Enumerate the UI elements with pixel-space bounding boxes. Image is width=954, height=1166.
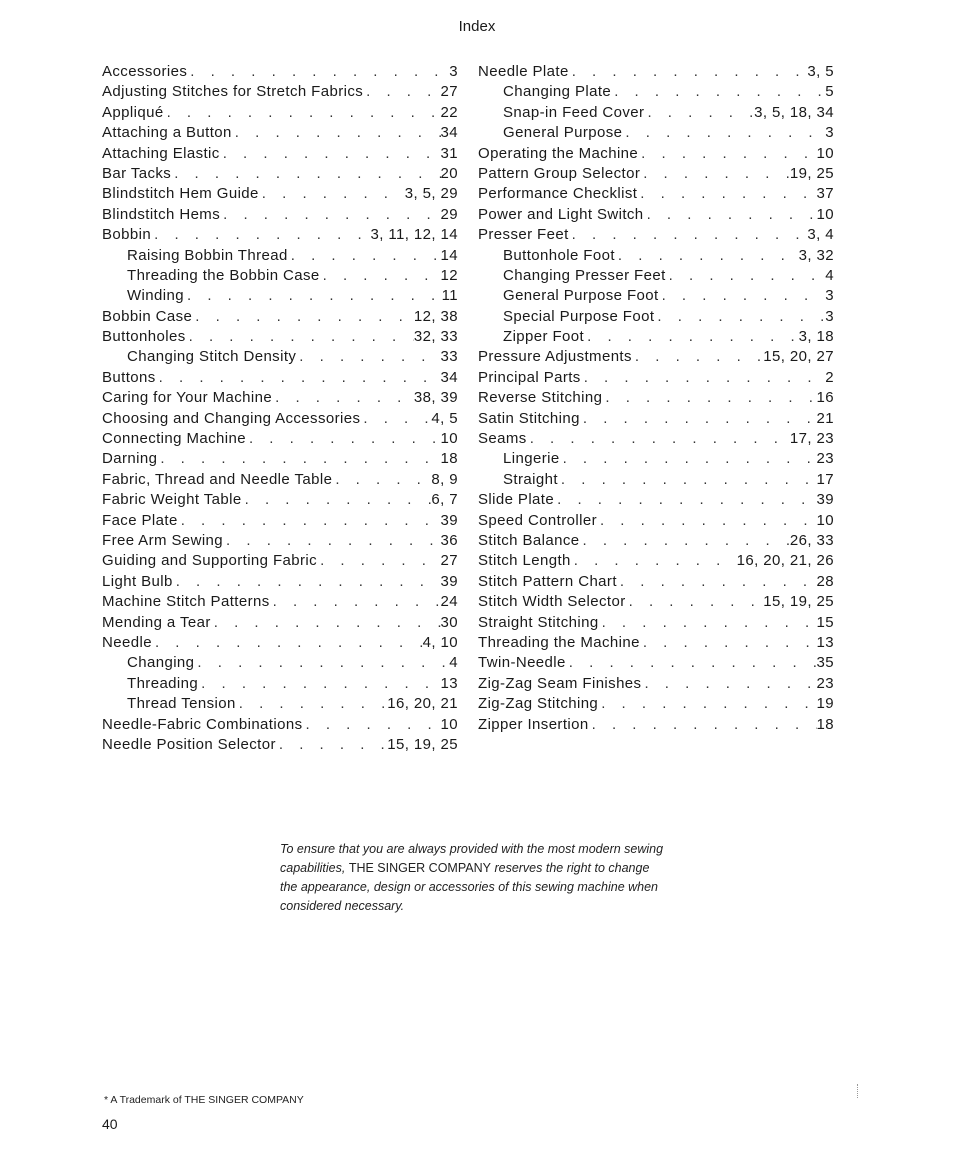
index-entry xyxy=(478,715,834,735)
index-term: Buttonholes xyxy=(102,328,186,346)
dot-leader xyxy=(602,388,816,408)
index-pages: 20 xyxy=(440,164,458,182)
index-term: General Purpose xyxy=(503,124,623,142)
index-term: Winding xyxy=(127,287,184,305)
index-entry xyxy=(102,490,458,510)
index-pages: 10 xyxy=(816,144,834,162)
index-subentry xyxy=(478,307,834,327)
index-entry xyxy=(102,225,458,245)
index-entry xyxy=(102,592,458,612)
index-pages: 19, 25 xyxy=(789,164,834,182)
index-entry xyxy=(478,409,834,429)
dot-leader xyxy=(558,470,817,490)
dot-leader xyxy=(178,511,441,531)
index-subentry xyxy=(478,327,834,347)
index-column-left xyxy=(102,62,458,755)
dot-leader xyxy=(566,653,817,673)
index-entry xyxy=(478,551,834,571)
index-pages: 26, 33 xyxy=(789,531,834,549)
index-term: Guiding and Supporting Fabric xyxy=(102,552,318,570)
index-term: Threading the Bobbin Case xyxy=(127,266,320,284)
index-entry xyxy=(478,144,834,164)
index-entry xyxy=(102,144,458,164)
index-pages: 10 xyxy=(816,205,834,223)
index-entry xyxy=(478,592,834,612)
index-term: Speed Controller xyxy=(478,511,597,529)
index-pages: 27 xyxy=(440,552,458,570)
index-term: Changing Stitch Density xyxy=(127,348,297,366)
index-pages: 21 xyxy=(816,409,834,427)
index-pages: 2 xyxy=(825,368,834,386)
index-entry xyxy=(102,184,458,204)
index-pages: 17, 23 xyxy=(789,430,834,448)
dot-leader xyxy=(569,225,808,245)
index-pages: 36 xyxy=(440,531,458,549)
index-term: Changing Presser Feet xyxy=(503,266,666,284)
index-pages: 3, 32 xyxy=(798,246,834,264)
index-subentry xyxy=(102,653,458,673)
index-term: Reverse Stitching xyxy=(478,389,603,407)
dot-leader xyxy=(598,694,816,714)
index-term: Snap-in Feed Cover xyxy=(503,103,645,121)
index-term: Satin Stitching xyxy=(478,409,580,427)
index-entry xyxy=(102,409,458,429)
index-subentry xyxy=(102,286,458,306)
index-subentry xyxy=(102,347,458,367)
index-term: Needle-Fabric Combinations xyxy=(102,715,303,733)
index-term: Darning xyxy=(102,450,158,468)
index-entry xyxy=(478,633,834,653)
index-subentry xyxy=(478,82,834,102)
dot-leader xyxy=(186,327,414,347)
dot-leader xyxy=(632,347,763,367)
notice-text-1: To ensure that you are always provided with the most modern sewing capabilities, xyxy=(280,842,664,875)
index-term: Accessories xyxy=(102,63,188,80)
index-term: Connecting Machine xyxy=(102,430,246,448)
notice-company: THE SINGER COMPANY xyxy=(348,861,491,875)
index-subentry xyxy=(478,123,834,143)
index-pages: 16, 20, 21, 26 xyxy=(736,552,834,570)
index-pages: 31 xyxy=(440,144,458,162)
index-entry xyxy=(102,205,458,225)
index-term: Seams xyxy=(478,430,527,448)
index-entry xyxy=(102,470,458,490)
index-entry xyxy=(102,715,458,735)
index-pages: 39 xyxy=(440,572,458,590)
dot-leader xyxy=(659,286,826,306)
index-term: Needle xyxy=(102,633,152,651)
index-entry xyxy=(478,368,834,388)
index-pages: 3, 11, 12, 14 xyxy=(370,226,458,244)
dot-leader xyxy=(580,531,790,551)
dot-leader xyxy=(194,653,449,673)
index-entry xyxy=(478,674,834,694)
index-pages: 34 xyxy=(440,368,458,386)
index-term: Attaching a Button xyxy=(102,124,232,142)
index-subentry xyxy=(478,286,834,306)
dot-leader xyxy=(270,592,441,612)
index-term: Pattern Group Selector xyxy=(478,164,641,182)
dot-leader xyxy=(259,184,405,204)
index-pages: 4 xyxy=(825,266,834,284)
index-entry xyxy=(102,572,458,592)
index-entry xyxy=(102,62,458,82)
index-term: Threading the Machine xyxy=(478,633,640,651)
dot-leader xyxy=(644,103,754,123)
index-subentry xyxy=(102,674,458,694)
index-term: Zipper Insertion xyxy=(478,715,589,733)
index-term: Operating the Machine xyxy=(478,144,639,162)
index-term: Special Purpose Foot xyxy=(503,307,655,325)
index-entry xyxy=(102,368,458,388)
index-term: Free Arm Sewing xyxy=(102,531,224,549)
dot-leader xyxy=(581,368,826,388)
page-title: Index xyxy=(458,18,496,35)
index-entry xyxy=(102,103,458,123)
dot-leader xyxy=(640,633,817,653)
dot-leader xyxy=(220,144,441,164)
index-pages: 10 xyxy=(440,430,458,448)
dot-leader xyxy=(171,164,440,184)
index-pages: 3, 18 xyxy=(798,328,834,346)
index-term: Thread Tension xyxy=(127,695,236,713)
index-pages: 15 xyxy=(816,613,834,631)
index-pages: 33 xyxy=(440,348,458,366)
index-subentry xyxy=(102,694,458,714)
dot-leader xyxy=(232,123,441,143)
index-term: Presser Feet xyxy=(478,226,569,244)
dot-leader xyxy=(156,368,441,388)
index-entry xyxy=(102,388,458,408)
dot-leader xyxy=(626,592,764,612)
index-pages: 13 xyxy=(816,633,834,651)
dot-leader xyxy=(580,409,817,429)
index-term: Mending a Tear xyxy=(102,613,211,631)
index-term: Caring for Your Machine xyxy=(102,389,273,407)
index-entry xyxy=(102,164,458,184)
index-subentry xyxy=(478,103,834,123)
index-term: Light Bulb xyxy=(102,572,173,590)
index-pages: 3 xyxy=(825,307,834,325)
dot-leader xyxy=(638,144,816,164)
index-pages: 29 xyxy=(440,205,458,223)
index-pages: 5 xyxy=(825,83,834,101)
dot-leader xyxy=(332,470,431,490)
dot-leader xyxy=(611,82,825,102)
dot-leader xyxy=(184,286,442,306)
index-pages: 14 xyxy=(440,246,458,264)
index-term: Needle Position Selector xyxy=(102,735,276,753)
dot-leader xyxy=(589,715,817,735)
index-pages: 3, 5, 18, 34 xyxy=(754,103,834,121)
index-pages: 12, 38 xyxy=(413,307,458,325)
index-pages: 3 xyxy=(825,287,834,305)
dot-leader xyxy=(157,449,440,469)
index-term: Slide Plate xyxy=(478,491,555,509)
index-pages: 10 xyxy=(816,511,834,529)
dot-leader xyxy=(152,633,423,653)
index-term: General Purpose Foot xyxy=(503,287,659,305)
dot-leader xyxy=(615,246,799,266)
dot-leader xyxy=(527,429,790,449)
index-entry xyxy=(478,388,834,408)
index-pages: 22 xyxy=(440,103,458,121)
index-pages: 11 xyxy=(441,287,458,305)
index-entry xyxy=(478,429,834,449)
index-term: Bar Tacks xyxy=(102,164,172,182)
index-term: Appliqué xyxy=(102,103,164,121)
index-entry xyxy=(478,490,834,510)
index-subentry xyxy=(478,246,834,266)
index-term: Stitch Pattern Chart xyxy=(478,572,617,590)
index-term: Changing xyxy=(127,654,195,672)
dot-leader xyxy=(198,674,440,694)
index-pages: 24 xyxy=(440,593,458,611)
index-term: Buttonhole Foot xyxy=(503,246,615,264)
dot-leader xyxy=(173,572,441,592)
index-pages: 34 xyxy=(440,124,458,142)
index-term: Threading xyxy=(127,674,199,692)
dot-leader xyxy=(569,62,808,82)
index-pages: 3, 5 xyxy=(807,63,834,80)
index-term: Stitch Width Selector xyxy=(478,593,626,611)
index-entry xyxy=(102,429,458,449)
dot-leader xyxy=(597,511,817,531)
dot-leader xyxy=(296,347,440,367)
dot-leader xyxy=(554,490,816,510)
index-subentry xyxy=(102,266,458,286)
index-term: Twin-Needle xyxy=(478,654,566,672)
index-pages: 6, 7 xyxy=(431,491,458,509)
index-term: Fabric Weight Table xyxy=(102,491,242,509)
index-pages: 4 xyxy=(449,654,458,672)
index-term: Performance Checklist xyxy=(478,185,638,203)
dot-leader xyxy=(360,409,431,429)
index-term: Straight Stitching xyxy=(478,613,599,631)
index-entry xyxy=(478,184,834,204)
index-term: Zig-Zag Stitching xyxy=(478,695,599,713)
index-term: Changing Plate xyxy=(503,83,612,101)
index-term: Choosing and Changing Accessories xyxy=(102,409,361,427)
index-pages: 28 xyxy=(816,572,834,590)
index-entry xyxy=(102,307,458,327)
dot-leader xyxy=(242,490,432,510)
notice-paragraph xyxy=(280,840,670,916)
index-subentry xyxy=(478,449,834,469)
dot-leader xyxy=(187,62,449,82)
dot-leader xyxy=(246,429,441,449)
dot-leader xyxy=(276,735,387,755)
index-term: Power and Light Switch xyxy=(478,205,644,223)
index-term: Pressure Adjustments xyxy=(478,348,632,366)
index-pages: 39 xyxy=(440,511,458,529)
index-term: Raising Bobbin Thread xyxy=(127,246,288,264)
dot-leader xyxy=(211,613,441,633)
dot-leader xyxy=(192,307,414,327)
page-number: 40 xyxy=(102,1116,118,1132)
index-pages: 12 xyxy=(440,266,458,284)
index-term: Blindstitch Hems xyxy=(102,205,221,223)
dot-leader xyxy=(584,327,799,347)
index-entry xyxy=(478,653,834,673)
index-pages: 19 xyxy=(816,695,834,713)
index-pages: 13 xyxy=(440,674,458,692)
index-pages: 17 xyxy=(816,470,834,488)
dot-leader xyxy=(640,164,790,184)
dot-leader xyxy=(151,225,370,245)
index-term: Attaching Elastic xyxy=(102,144,220,162)
dot-leader xyxy=(220,205,440,225)
index-pages: 23 xyxy=(816,450,834,468)
index-term: Principal Parts xyxy=(478,368,581,386)
index-pages: 3 xyxy=(825,124,834,142)
index-entry xyxy=(102,633,458,653)
index-pages: 8, 9 xyxy=(431,470,458,488)
index-term: Blindstitch Hem Guide xyxy=(102,185,259,203)
dot-leader xyxy=(666,266,826,286)
dot-leader xyxy=(599,613,817,633)
index-pages: 15, 20, 27 xyxy=(763,348,834,366)
dot-leader xyxy=(622,123,825,143)
dot-leader xyxy=(272,388,414,408)
index-entry xyxy=(102,82,458,102)
index-pages: 15, 19, 25 xyxy=(763,593,834,611)
index-pages: 30 xyxy=(440,613,458,631)
index-term: Straight xyxy=(503,470,558,488)
index-pages: 32, 33 xyxy=(413,328,458,346)
index-subentry xyxy=(102,246,458,266)
index-entry xyxy=(102,735,458,755)
dot-leader xyxy=(320,266,441,286)
index-column-right xyxy=(478,62,834,735)
index-pages: 10 xyxy=(440,715,458,733)
index-pages: 16 xyxy=(816,389,834,407)
index-term: Zipper Foot xyxy=(503,328,585,346)
index-entry xyxy=(478,511,834,531)
index-subentry xyxy=(478,470,834,490)
index-term: Lingerie xyxy=(503,450,560,468)
dot-leader xyxy=(236,694,388,714)
dot-leader xyxy=(617,572,817,592)
notice-text-2: reserves the right to change the appearance, design or accessories of this sewing machine when considered necessary. xyxy=(280,861,658,913)
index-pages: 27 xyxy=(440,83,458,101)
index-term: Needle Plate xyxy=(478,63,569,80)
index-pages: 16, 20, 21 xyxy=(387,695,458,713)
scan-edge-mark xyxy=(857,1084,862,1098)
index-term: Stitch Balance xyxy=(478,531,580,549)
dot-leader xyxy=(641,674,816,694)
dot-leader xyxy=(288,246,441,266)
index-entry xyxy=(478,531,834,551)
index-entry xyxy=(478,572,834,592)
index-entry xyxy=(102,551,458,571)
index-entry xyxy=(102,531,458,551)
index-pages: 23 xyxy=(816,674,834,692)
index-entry xyxy=(478,62,834,82)
index-pages: 3 xyxy=(449,63,458,80)
dot-leader xyxy=(223,531,440,551)
dot-leader xyxy=(317,551,440,571)
index-subentry xyxy=(478,266,834,286)
index-entry xyxy=(478,613,834,633)
dot-leader xyxy=(303,715,441,735)
index-term: Face Plate xyxy=(102,511,178,529)
dot-leader xyxy=(164,103,441,123)
index-term: Machine Stitch Patterns xyxy=(102,593,270,611)
dot-leader xyxy=(571,551,737,571)
trademark-footnote: * A Trademark of THE SINGER COMPANY xyxy=(104,1094,304,1106)
index-pages: 18 xyxy=(440,450,458,468)
index-entry xyxy=(478,225,834,245)
index-term: Fabric, Thread and Needle Table xyxy=(102,470,333,488)
index-pages: 3, 4 xyxy=(807,226,834,244)
index-pages: 4, 5 xyxy=(431,409,458,427)
index-term: Adjusting Stitches for Stretch Fabrics xyxy=(102,83,364,101)
index-entry xyxy=(102,327,458,347)
index-pages: 37 xyxy=(816,185,834,203)
dot-leader xyxy=(637,184,816,204)
index-entry xyxy=(478,164,834,184)
index-pages: 15, 19, 25 xyxy=(387,735,458,753)
dot-leader xyxy=(654,307,825,327)
index-entry xyxy=(478,694,834,714)
index-term: Bobbin Case xyxy=(102,307,193,325)
index-entry xyxy=(102,123,458,143)
index-entry xyxy=(478,347,834,367)
index-term: Bobbin xyxy=(102,226,152,244)
index-entry xyxy=(102,613,458,633)
index-entry xyxy=(478,205,834,225)
index-pages: 18 xyxy=(816,715,834,733)
dot-leader xyxy=(560,449,817,469)
index-pages: 38, 39 xyxy=(413,389,458,407)
index-term: Zig-Zag Seam Finishes xyxy=(478,674,642,692)
index-entry xyxy=(102,449,458,469)
index-pages: 39 xyxy=(816,491,834,509)
index-term: Stitch Length xyxy=(478,552,571,570)
index-term: Buttons xyxy=(102,368,156,386)
index-entry xyxy=(102,511,458,531)
index-pages: 35 xyxy=(816,654,834,672)
dot-leader xyxy=(363,82,440,102)
index-pages: 3, 5, 29 xyxy=(404,185,458,203)
index-pages: 4, 10 xyxy=(422,633,458,651)
dot-leader xyxy=(644,205,817,225)
